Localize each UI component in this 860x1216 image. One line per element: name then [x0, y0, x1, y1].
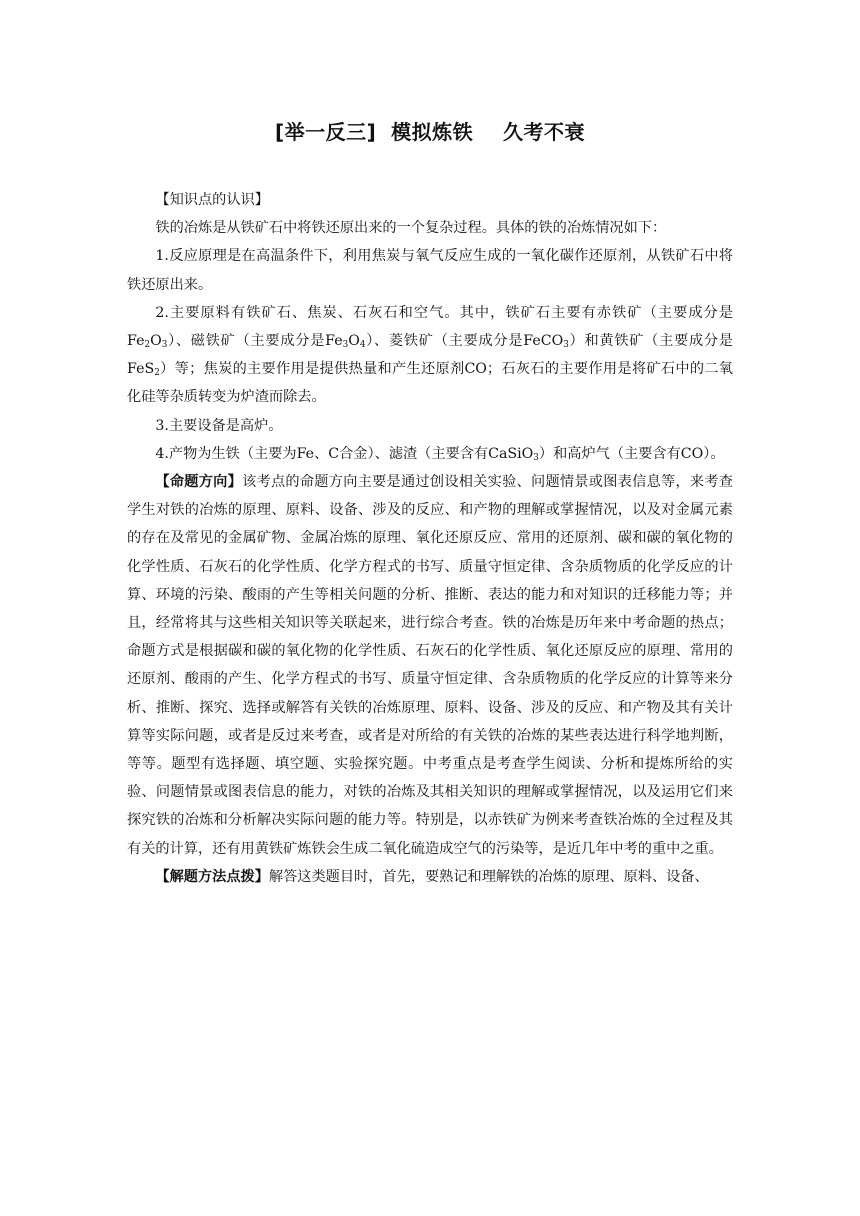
point-4-paragraph [127, 440, 733, 468]
intro-paragraph: 铁的冶炼是从铁矿石中将铁还原出来的一个复杂过程。具体的铁的冶炼情况如下： [155, 220, 667, 237]
point-2-sub-b2: 4 [359, 340, 366, 351]
point-2-text-a2: O [150, 333, 162, 350]
knowledge-heading-paragraph [127, 186, 733, 214]
method-heading: 【解题方法点拨】 [155, 868, 269, 885]
point-2-text-e: ）等；焦炭的主要作用是提供热量和产生还原剂CO；石灰石的主要作用是将矿石中的二氧化硅等杂质转变为炉渣而除去。 [127, 361, 733, 406]
method-text: 解答这类题目时，首先，要熟记和理解铁的冶炼的原理、原料、设备、 [268, 868, 709, 885]
point-2-text-b: ）、磁铁矿（主要成分是Fe [167, 333, 343, 350]
page-title: [举一反三] 模拟炼铁 久考不衰 [274, 120, 586, 144]
point-4-text-a: 4.产物为生铁（主要为Fe、C合金）、滤渣（主要含有CaSiO [155, 445, 534, 462]
point-2-sub-b1: 3 [342, 340, 349, 351]
point-2-text-b2: O [348, 333, 360, 350]
direction-heading: 【命题方向】 [155, 474, 243, 491]
point-2-text-a: 2.主要原料有铁矿石、焦炭、石灰石和空气。其中，铁矿石主要有赤铁矿（主要成分是Fe [127, 304, 733, 350]
direction-paragraph [127, 468, 733, 863]
point-2-sub-a1: 2 [144, 340, 151, 351]
point-2-sub-d: 2 [154, 368, 160, 379]
point-2-sub-a2: 3 [161, 340, 168, 351]
point-2-sub-c: 3 [563, 340, 569, 351]
point-2-paragraph [127, 299, 733, 412]
point-3-paragraph: 3.主要设备是高炉。 [155, 417, 283, 434]
point-4-sub-a: 3 [533, 453, 539, 464]
document-body [127, 186, 733, 891]
point-2-text-d: ）和黄铁矿（主要成分是FeS [127, 333, 733, 378]
point-4-text-b: ）和高炉气（主要含有CO）。 [538, 445, 725, 462]
point-1-paragraph: 1.反应原理是在高温条件下，利用焦炭与氧气反应生成的一氧化碳作还原剂，从铁矿石中将铁还原出来。 [127, 248, 733, 293]
direction-text: 该考点的命题方向主要是通过创设相关实验、问题情景或图表信息等，来考查学生对铁的冶炼的原理、原料、设备、涉及的反应、和产物的理解或掌握情况，以及对金属元素的存在及常见的金属矿物、金属冶炼的原理、氧化还原反应、常用的还原剂、碳和碳的氧化物的化学性质、石灰石的化学性质、化学方程式的书写、质量守恒定律、含杂质物质的化学反应的计算、环境的污染、酸雨的产生等相关问题的分析、推断、表达的能力和对知识的迁移能力等；并且，经常将其与这些相关知识等关联起来，进行综合考查。铁的冶炼是历年来中考命题的热点；命题方式是根据碳和碳的氧化物的化学性质、石灰石的化学性质、氧化还原反应的原理、常用的还原剂、酸雨的产生、化学方程式的书写、质量守恒定律、含杂质物质的化学反应的计算等来分析、推断、探究、选择或解答有关铁的冶炼原理、原料、设备、涉及的反应、和产物及其有关计算等实际问题，或者是反过来考查，或者是对所给的有关铁的冶炼的某些表达进行科学地判断，等等。题型有选择题、填空题、实验探究题。中考重点是考查学生阅读、分析和提炼所给的实验、问题情景或图表信息的能力，对铁的冶炼及其相关知识的理解或掌握情况，以及运用它们来探究铁的冶炼和分析解决实际问题的能力等。特别是，以赤铁矿为例来考查铁冶炼的全过程及其有关的计算，还有用黄铁矿炼铁会生成二氧化硫造成空气的污染等，是近几年中考的重中之重。 [127, 474, 733, 857]
knowledge-heading: 【知识点的认识】 [155, 192, 269, 208]
point-2-text-c: ）、菱铁矿（主要成分是FeCO [365, 333, 564, 350]
method-paragraph [127, 863, 733, 891]
